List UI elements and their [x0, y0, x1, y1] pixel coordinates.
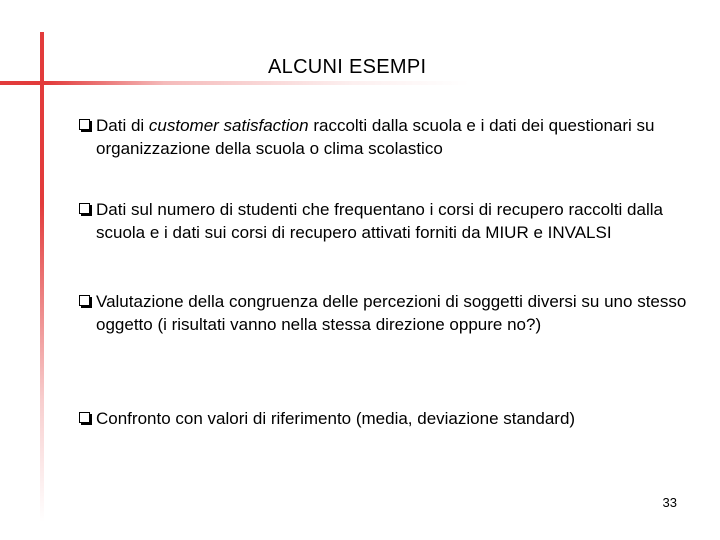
bullet-text: Dati sul numero di studenti che frequentano i corsi di recupero raccolti dalla scuola e i dati sui corsi di recupero attivati forniti da MIUR e INVALSI [96, 200, 663, 242]
red-horizontal-rule [0, 81, 470, 85]
checkbox-square-icon [79, 295, 90, 306]
bullet-text-emphasis: customer satisfaction [148, 116, 309, 135]
bullet-reference-values [79, 407, 575, 430]
bullet-text-prefix: Dati di [96, 116, 149, 135]
bullet-perception-congruence [79, 290, 699, 336]
page-number: 33 [662, 495, 677, 510]
slide-title: ALCUNI ESEMPI [268, 56, 427, 78]
checkbox-square-icon [79, 203, 90, 214]
bullet-text-suffix: raccolti dalla scuola e i dati dei questionari su organizzazione della scuola o clima scolastico [96, 116, 655, 158]
bullet-text: Valutazione della congruenza delle percezioni di soggetti diversi su uno stesso oggetto (i risultati vanno nella stessa direzione oppure no?) [96, 292, 687, 334]
bullet-recovery-courses [79, 198, 699, 244]
red-vertical-rule [40, 32, 44, 522]
bullet-text: Confronto con valori di riferimento (media, deviazione standard) [96, 409, 576, 428]
checkbox-square-icon [79, 119, 90, 130]
checkbox-square-icon [79, 412, 90, 423]
bullet-customer-satisfaction [79, 114, 699, 160]
